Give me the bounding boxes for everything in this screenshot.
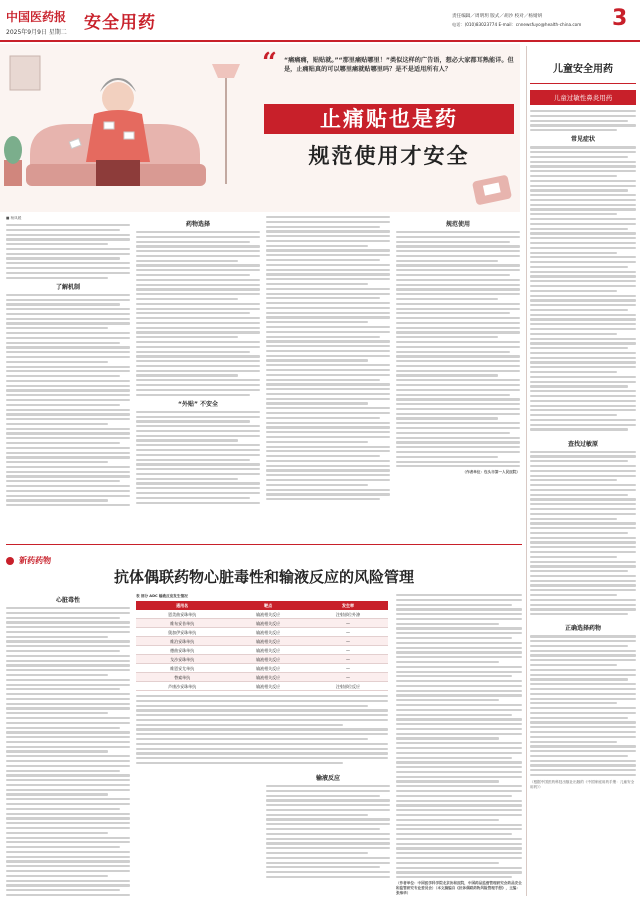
kicker-icon	[6, 557, 14, 565]
subhead-mechanism: 了解机制	[55, 283, 80, 291]
sidebar-sec-allergen: 查找过敏原	[567, 440, 598, 448]
table-row	[136, 646, 388, 655]
table-row	[136, 628, 388, 637]
table-cell: 输液相关反应	[228, 682, 308, 691]
top-col-3	[266, 216, 390, 538]
patch-decoration	[470, 172, 516, 208]
table-header: 通用名	[176, 603, 189, 608]
table-cell: 输液相关反应	[228, 664, 308, 673]
newspaper-logo: 中国医药报	[6, 10, 67, 24]
sidebar-credit: （根据中国医药科技出版社出版的《中国家庭用药手册：儿童安全用药》）	[530, 780, 635, 790]
table-cell: 输液相关反应	[228, 610, 308, 619]
section-title: 安全用药	[84, 13, 156, 33]
table-cell: 维恩妥尤单抗	[136, 664, 228, 673]
table-row	[136, 637, 388, 646]
table-cell: 输液相关反应	[228, 628, 308, 637]
table-cell: 输液相关反应	[228, 646, 308, 655]
hero-title-banner	[264, 104, 514, 134]
table-row	[136, 682, 388, 691]
table-cell: —	[308, 673, 388, 682]
subhead-proper-use: 规范使用	[445, 221, 470, 228]
hero-title-line1: 止痛贴也是药	[320, 106, 458, 131]
table-cell: 恩美曲妥珠单抗	[136, 610, 228, 619]
lower-col-1	[6, 592, 130, 897]
subhead-external-use: “外贴” 不安全	[178, 400, 218, 408]
sidebar-sec-correct-drug: 正确选择药物	[564, 625, 601, 633]
lower-headline: 抗体偶联药物心脏毒性和输液反应的风险管理	[113, 568, 414, 586]
quote-mark-icon: “	[262, 48, 277, 78]
table-cell: —	[308, 619, 388, 628]
top-col-1	[6, 216, 130, 538]
top-story-credit: （作者单位：包头市第一人民医院）	[462, 470, 520, 475]
lower-story-credit: （作者单位：中国医学科学院北京协和医院，中国药品监督管理研究会药品安全和监管研究专业委员会）（本文摘编自《抗体偶联药物风险管理手册》，主编：张维华）	[396, 881, 522, 896]
table-row	[136, 610, 388, 619]
table-cell: —	[308, 646, 388, 655]
table-cell: —	[308, 628, 388, 637]
top-col-4	[396, 216, 520, 538]
subhead-drug-choice: 药物选择	[185, 221, 210, 228]
table-cell: 戈沙妥珠单抗	[136, 655, 228, 664]
masthead	[0, 0, 640, 42]
lower-col-3	[266, 770, 390, 897]
editor-info: 责任编辑／周明玥 版式／胡沙 校对／杨婧妍	[452, 14, 543, 19]
subhead-infusion-reaction: 输液反应	[315, 775, 340, 782]
kicker-text: 新药药物	[19, 556, 52, 565]
table-cell: 注射部位反应	[308, 682, 388, 691]
table-cell: 维布妥昔单抗	[136, 619, 228, 628]
table-cell: 芦康沙妥珠单抗	[136, 682, 228, 691]
sidebar-title: 儿童安全用药	[530, 48, 636, 84]
table-row	[136, 664, 388, 673]
lead-quote-box	[262, 48, 516, 98]
table-cell: 输液相关反应	[228, 637, 308, 646]
table-cell: 德曲妥珠单抗	[136, 646, 228, 655]
lead-quote: “痛痛痛，贴贴就。”“那里痛贴哪里！”类似这样的广告语，想必大家都耳熟能详。但是，止痛贴真的可以哪里痛就贴哪里吗？是不是适用所有人？	[284, 57, 514, 73]
table-cell: 注射部位外渗	[308, 610, 388, 619]
masthead-rule	[0, 40, 640, 42]
top-col-2	[136, 216, 260, 538]
hero-section	[0, 44, 520, 212]
lower-section-rule	[6, 544, 522, 545]
table-cell: 奥加伊妥珠单抗	[136, 628, 228, 637]
table-header: 发生率	[342, 603, 355, 608]
table-cell: 输液相关反应	[228, 673, 308, 682]
table-row	[136, 655, 388, 664]
adc-infusion-table	[136, 601, 388, 691]
hero-illustration	[0, 44, 260, 212]
table-cell: 替索单抗	[136, 673, 228, 682]
table-header: 靶点	[264, 603, 273, 608]
table-row	[136, 673, 388, 682]
table-caption: 表 部分 ADC 输液反应发生情况	[136, 594, 188, 598]
byline: ■ 杨凤媛	[6, 216, 22, 220]
adc-table	[136, 594, 388, 767]
table-cell: —	[308, 655, 388, 664]
table-cell: —	[308, 637, 388, 646]
table-row	[136, 619, 388, 628]
sidebar-divider	[526, 46, 527, 896]
table-cell: —	[308, 664, 388, 673]
sidebar	[530, 48, 636, 898]
sidebar-sec-symptoms: 常见症状	[570, 136, 595, 144]
subhead-cardiotoxicity: 心脏毒性	[55, 597, 80, 604]
sidebar-subtitle: 儿童过敏性鼻炎用药	[530, 90, 636, 105]
contact-info: 电话：(010)83023774 E-mail：cnnewsfuyo@health-china.com	[452, 22, 582, 27]
hero-title-line2: 规范使用才安全	[308, 143, 470, 168]
table-cell: 输液相关反应	[228, 655, 308, 664]
lower-col-4	[396, 594, 522, 897]
table-cell: 维泊妥珠单抗	[136, 637, 228, 646]
issue-date: 2025年9月9日 星期二	[6, 29, 67, 36]
table-cell: 输液相关反应	[228, 619, 308, 628]
page-number: 3	[612, 6, 628, 31]
